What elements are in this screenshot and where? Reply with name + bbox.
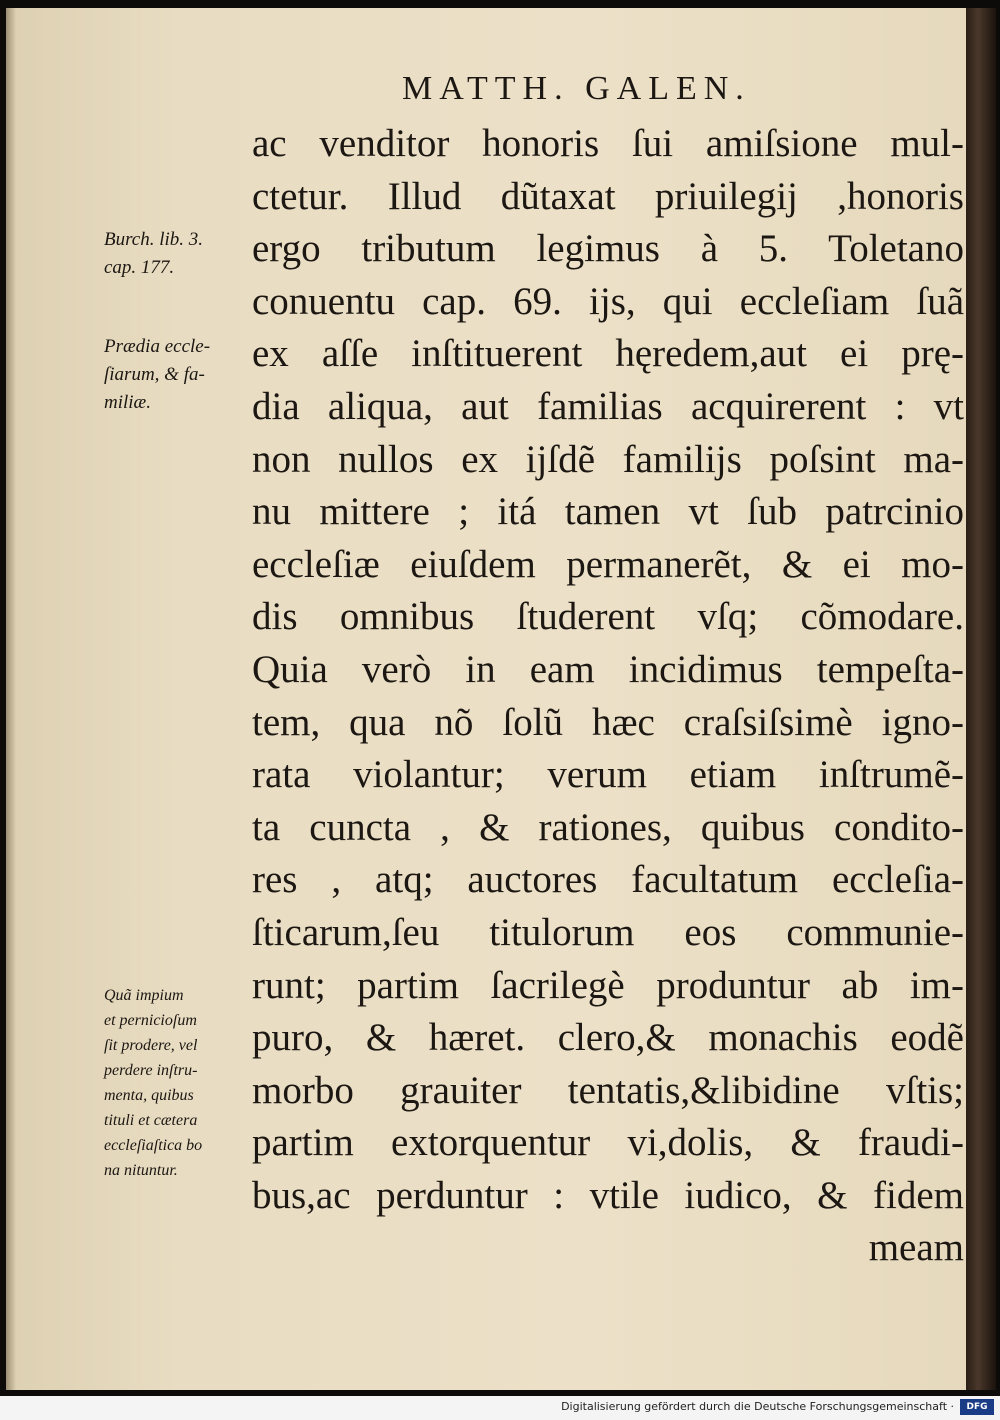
text-line: ex aſſe inſtituerent hęredem,aut ei prę- bbox=[252, 332, 964, 376]
text-line: non nullos ex ijſdẽ familijs poſsint ma- bbox=[252, 437, 964, 481]
catchword: meam bbox=[868, 1226, 964, 1270]
book-fore-edge bbox=[966, 8, 996, 1390]
margin-note-line: perdere inſtru- bbox=[104, 1062, 198, 1079]
text-line: eccleſiæ eiuſdem permanerẽt, & ei mo- bbox=[252, 542, 964, 586]
running-head: MATTH. GALEN. bbox=[402, 70, 751, 107]
funding-notice: Digitalisierung gefördert durch die Deutsche Forschungsgemeinschaft · bbox=[561, 1400, 954, 1413]
margin-note-line: Quã impium bbox=[104, 987, 184, 1004]
text-line: runt; partim ſacrilegè produntur ab im- bbox=[252, 963, 964, 1007]
book-page bbox=[6, 8, 966, 1390]
margin-note-line: Burch. lib. 3. bbox=[104, 229, 204, 250]
text-line: ergo tributum legimus à 5. Toletano bbox=[252, 227, 964, 271]
text-line: rata violantur; verum etiam inſtrumẽ- bbox=[252, 753, 964, 797]
margin-note-line: cap. 177. bbox=[104, 257, 175, 278]
digitization-footer bbox=[0, 1396, 1000, 1420]
margin-note-line: ſit prodere, vel bbox=[104, 1037, 198, 1054]
page-gutter-shadow bbox=[6, 8, 16, 1390]
margin-note-line: ſiarum, & fa- bbox=[104, 364, 205, 385]
margin-note-burchard bbox=[104, 226, 203, 282]
margin-note-line: eccleſiaſtica bo bbox=[104, 1137, 203, 1154]
text-line: res , atq; auctores facultatum eccleſia- bbox=[252, 858, 964, 902]
body-text bbox=[252, 118, 964, 1275]
margin-note-line: menta, quibus bbox=[104, 1087, 194, 1104]
text-line: morbo grauiter tentatis,&libidine vſtis; bbox=[252, 1068, 964, 1112]
text-line: Quia verò in eam incidimus tempeſta- bbox=[252, 647, 964, 691]
text-line: ctetur. Illud dũtaxat priuilegij ,honoris bbox=[252, 174, 964, 218]
text-line: bus,ac perduntur : vtile iudico, & fidem bbox=[252, 1173, 964, 1217]
margin-note-praedia bbox=[104, 333, 210, 417]
text-line: tem, qua nõ ſolũ hæc craſsiſsimè igno- bbox=[252, 700, 964, 744]
margin-note-line: et pernicioſum bbox=[104, 1012, 197, 1029]
text-line: ſticarum,ſeu titulorum eos communie- bbox=[252, 910, 964, 954]
margin-note-line: na nituntur. bbox=[104, 1162, 178, 1179]
text-line: partim extorquentur vi,dolis, & fraudi- bbox=[252, 1121, 964, 1165]
text-line: puro, & hæret. clero,& monachis eodẽ bbox=[252, 1016, 964, 1060]
text-line: dia aliqua, aut familias acquirerent : vt bbox=[252, 384, 964, 428]
text-line: ta cuncta , & rationes, quibus condito- bbox=[252, 805, 964, 849]
text-line: conuentu cap. 69. ijs, qui eccleſiam ſuã bbox=[252, 279, 964, 323]
text-line: ac venditor honoris ſui amiſsione mul- bbox=[252, 122, 964, 165]
margin-note-line: miliæ. bbox=[104, 392, 151, 413]
text-line: nu mittere ; itá tamen vt ſub patrcinio bbox=[252, 490, 964, 534]
margin-note-line: Prædia eccle- bbox=[104, 336, 211, 357]
margin-note-impium bbox=[104, 983, 246, 1183]
margin-note-line: tituli et cætera bbox=[104, 1112, 198, 1129]
text-line: dis omnibus ſtuderent vſq; cõmodare. bbox=[252, 595, 964, 639]
dfg-logo: DFG bbox=[960, 1399, 994, 1415]
